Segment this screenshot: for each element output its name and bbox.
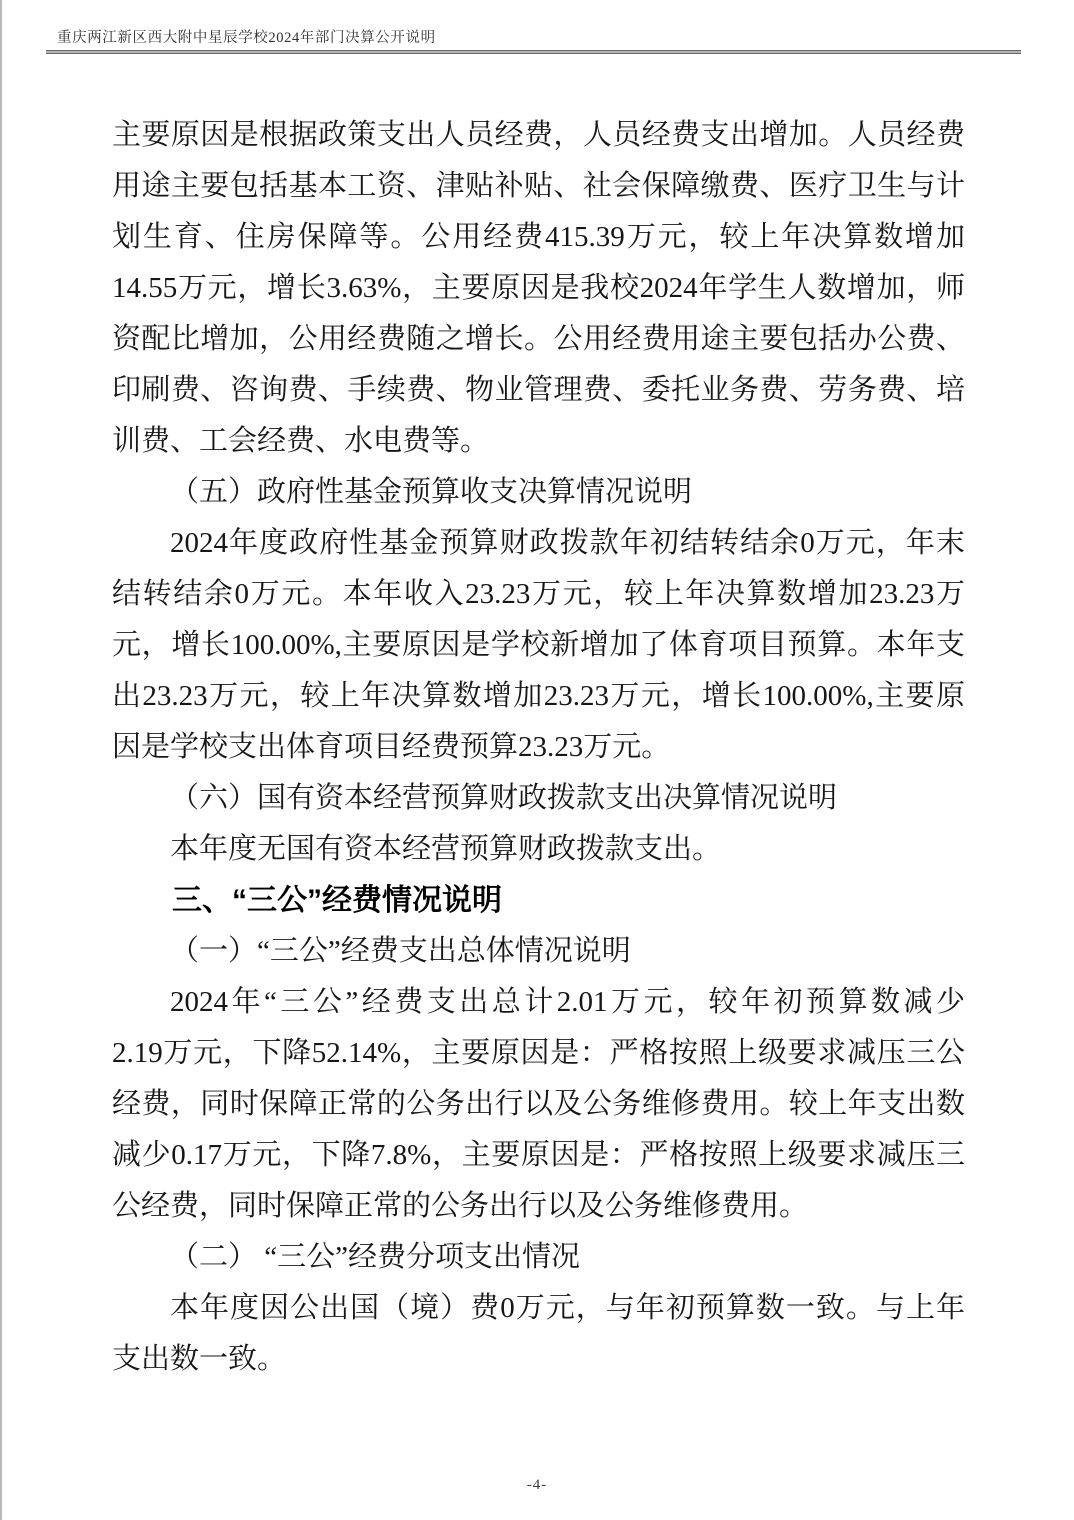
text-line: 经费，同时保障正常的公务出行以及公务维修费用。较上年支出数 bbox=[112, 1088, 965, 1120]
text-line: （六）国有资本经营预算财政拨款支出决算情况说明 bbox=[170, 782, 838, 814]
page-number: -4- bbox=[526, 1477, 548, 1493]
section-heading bbox=[112, 875, 965, 926]
text-line: 14.55万元，增长3.63%，主要原因是我校2024年学生人数增加，师 bbox=[112, 272, 965, 304]
text-line: 本年度因公出国（境）费0万元，与年初预算数一致。与上年 bbox=[170, 1292, 965, 1324]
text-line: 2.19万元，下降52.14%，主要原因是：严格按照上级要求减压三公 bbox=[112, 1037, 965, 1069]
text-line: 三、“三公”经费情况说明 bbox=[172, 884, 502, 917]
section-heading bbox=[112, 773, 965, 824]
section-heading bbox=[112, 926, 965, 977]
text-line: （一）“三公”经费支出总体情况说明 bbox=[170, 935, 631, 967]
text-line: 因是学校支出体育项目经费预算23.23万元。 bbox=[112, 731, 671, 763]
header-rule bbox=[46, 50, 1021, 54]
text-line: 支出数一致。 bbox=[112, 1343, 287, 1375]
section-heading bbox=[112, 467, 965, 518]
text-line: 元，增长100.00%,主要原因是学校新增加了体育项目预算。本年支 bbox=[112, 629, 965, 661]
text-line: 资配比增加，公用经费随之增长。公用经费用途主要包括办公费、 bbox=[112, 323, 965, 355]
header-title: 重庆两江新区西大附中星辰学校2024年部门决算公开说明 bbox=[57, 30, 436, 46]
document-body bbox=[112, 110, 965, 1385]
text-line: 2024年“三公”经费支出总计2.01万元，较年初预算数减少 bbox=[170, 986, 965, 1018]
text-line: 公经费，同时保障正常的公务出行以及公务维修费用。 bbox=[112, 1190, 809, 1222]
text-line: 出23.23万元，较上年决算数增加23.23万元，增长100.00%,主要原 bbox=[112, 680, 965, 712]
text-line: 减少0.17万元，下降7.8%，主要原因是：严格按照上级要求减压三 bbox=[112, 1139, 965, 1171]
paragraph bbox=[112, 977, 965, 1232]
text-line: 本年度无国有资本经营预算财政拨款支出。 bbox=[170, 833, 722, 865]
text-line: （五）政府性基金预算收支决算情况说明 bbox=[170, 476, 693, 508]
text-line: 划生育、住房保障等。公用经费415.39万元，较上年决算数增加 bbox=[112, 221, 965, 253]
paragraph bbox=[112, 1283, 965, 1385]
text-line: 结转结余0万元。本年收入23.23万元，较上年决算数增加23.23万 bbox=[112, 578, 965, 610]
paragraph bbox=[112, 110, 965, 467]
page-footer bbox=[0, 1476, 1074, 1494]
text-line: 用途主要包括基本工资、津贴补贴、社会保障缴费、医疗卫生与计 bbox=[112, 170, 965, 202]
paragraph bbox=[112, 824, 965, 875]
text-line: （二） “三公”经费分项支出情况 bbox=[170, 1241, 580, 1273]
text-line: 印刷费、咨询费、手续费、物业管理费、委托业务费、劳务费、培 bbox=[112, 374, 965, 406]
scan-edge-artifact bbox=[0, 0, 2, 1520]
text-line: 2024年度政府性基金预算财政拨款年初结转结余0万元，年末 bbox=[170, 527, 965, 559]
text-line: 训费、工会经费、水电费等。 bbox=[112, 425, 490, 457]
section-heading bbox=[112, 1232, 965, 1283]
text-line: 主要原因是根据政策支出人员经费，人员经费支出增加。人员经费 bbox=[112, 119, 965, 151]
paragraph bbox=[112, 518, 965, 773]
